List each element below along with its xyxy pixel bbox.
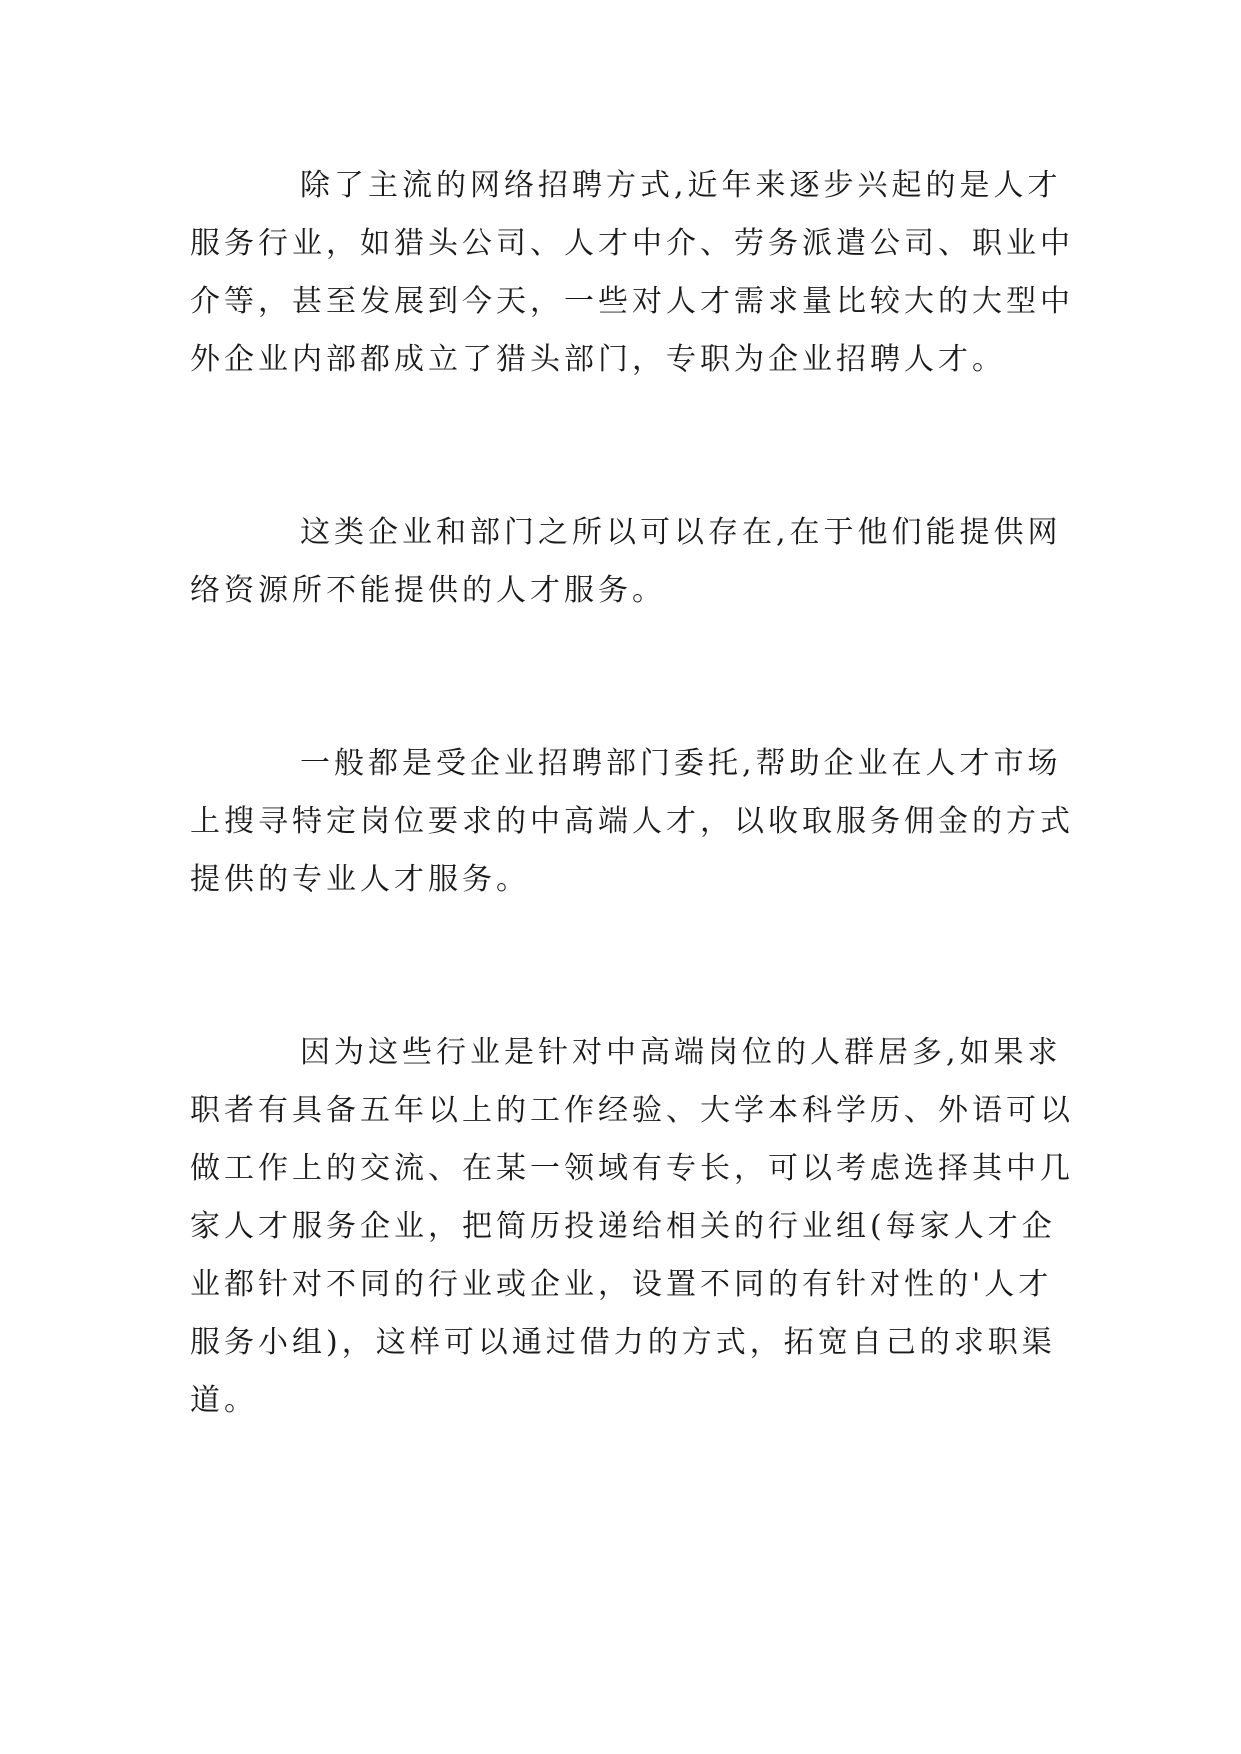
text-line: 上搜寻特定岗位要求的中高端人才，以收取服务佣金的方式 [190, 804, 1074, 839]
text-line: 提供的专业人才服务。 [190, 862, 530, 897]
text-line: 外企业内部都成立了猎头部门，专职为企业招聘人才。 [190, 342, 1006, 377]
text-line: 一般都是受企业招聘部门委托,帮助企业在人才市场 [300, 746, 1062, 781]
text-line: 做工作上的交流、在某一领域有专长，可以考虑选择其中几 [190, 1151, 1074, 1186]
text-line: 服务行业，如猎头公司、人才中介、劳务派遣公司、职业中 [190, 226, 1074, 261]
text-line: 服务小组)，这样可以通过借力的方式，拓宽自己的求职渠 [190, 1325, 1056, 1360]
text-line: 道。 [190, 1383, 258, 1418]
text-line: 职者有具备五年以上的工作经验、大学本科学历、外语可以 [190, 1093, 1074, 1128]
text-line: 这类企业和部门之所以可以存在,在于他们能提供网 [300, 515, 1062, 550]
text-line: 业都针对不同的行业或企业，设置不同的有针对性的'人才 [190, 1267, 1053, 1302]
text-line: 介等，甚至发展到今天，一些对人才需求量比较大的大型中 [190, 284, 1074, 319]
text-line: 除了主流的网络招聘方式,近年来逐步兴起的是人才 [300, 168, 1062, 203]
text-line: 因为这些行业是针对中高端岗位的人群居多,如果求 [300, 1035, 1062, 1070]
paragraph-recruitment-services [190, 157, 1074, 389]
paragraph-why-exist [190, 504, 1070, 620]
paragraph-commissioned-search [190, 735, 1074, 909]
paragraph-job-seeker-advice [190, 1024, 1074, 1430]
text-line: 家人才服务企业，把简历投递给相关的行业组(每家人才企 [190, 1209, 1056, 1244]
text-line: 络资源所不能提供的人才服务。 [190, 573, 666, 608]
